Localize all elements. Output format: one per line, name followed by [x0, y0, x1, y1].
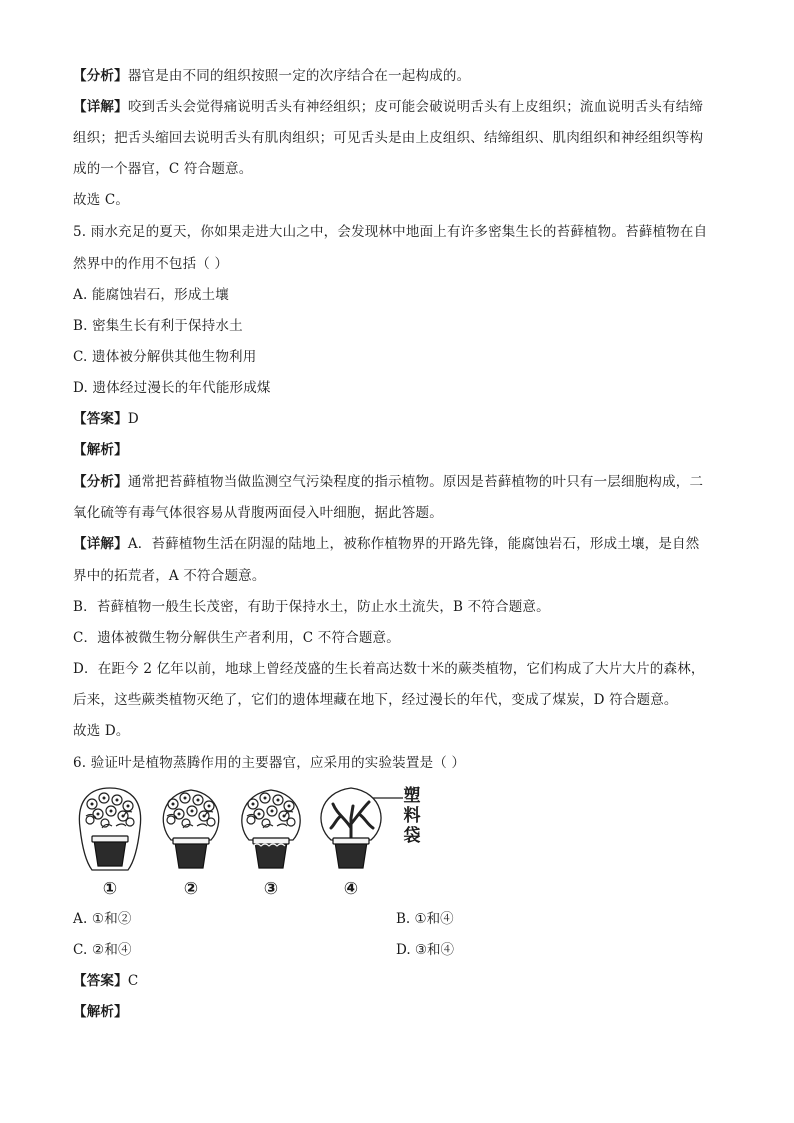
jiexi-tag: 【解析】	[73, 442, 128, 458]
jiexi-tag: 【解析】	[73, 1004, 128, 1020]
plastic-bag-label: 塑料袋	[403, 786, 421, 846]
analysis-tag: 【分析】	[73, 68, 128, 84]
q6-answer	[73, 971, 723, 991]
q4-choose: 故选 C。	[73, 192, 130, 208]
figure-label-4: ④	[343, 879, 359, 899]
figure-label-1: ①	[102, 879, 118, 899]
q6-stem: 6. 验证叶是植物蒸腾作用的主要器官，应采用的实验装置是（ ）	[73, 755, 466, 771]
q5-analysis-line-1	[73, 472, 723, 492]
figure-label-3: ③	[263, 879, 279, 899]
q4-analysis	[73, 66, 723, 86]
answer-tag: 【答案】	[73, 973, 128, 989]
answer-value: D	[127, 411, 139, 427]
q4-detail-line-3: 成的一个器官，C 符合题意。	[73, 161, 253, 177]
detail-text: 咬到舌头会觉得痛说明舌头有神经组织；皮可能会破说明舌头有上皮组织；流血说明舌头有结缔	[127, 99, 704, 115]
q5-option-b: B. 密集生长有利于保持水土	[73, 318, 243, 334]
figure-label-2: ②	[183, 879, 199, 899]
detail-tag: 【详解】	[73, 99, 128, 115]
q5-detail-c: C．遗体被微生物分解供生产者利用，C 不符合题意。	[73, 630, 400, 646]
analysis-text: 通常把苔藓植物当做监测空气污染程度的指示植物。原因是苔藓植物的叶只有一层细胞构成，二	[127, 474, 704, 490]
q5-stem-line-2: 然界中的作用不包括（ ）	[73, 256, 229, 272]
q5-option-c: C. 遗体被分解供其他生物利用	[73, 349, 257, 365]
analysis-tag: 【分析】	[73, 474, 128, 490]
q6-option-c: C. ②和④	[73, 942, 132, 958]
q5-detail-d-line-1: D．在距今 2 亿年以前，地球上曾经茂盛的生长着高达数十米的蕨类植物，它们构成了大片大片的森林，	[73, 661, 705, 677]
analysis-text: 器官是由不同的组织按照一定的次序结合在一起构成的。	[127, 68, 471, 84]
q6-option-d: D. ③和④	[396, 942, 455, 958]
q5-stem-line-1: 5. 雨水充足的夏天，你如果走进大山之中，会发现林中地面上有许多密集生长的苔藓植物。苔藓植物在自	[73, 224, 708, 240]
experiment-illustration	[73, 784, 433, 880]
answer-value: C	[127, 973, 139, 989]
q6-option-b: B. ①和④	[396, 911, 454, 927]
q5-jiexi	[73, 440, 723, 460]
experiment-figure	[73, 784, 433, 904]
q5-choose: 故选 D。	[73, 723, 130, 739]
q4-detail-line-2: 组织；把舌头缩回去说明舌头有肌肉组织；可见舌头是由上皮组织、结缔组织、肌肉组织和神经组织等构	[73, 130, 704, 146]
q5-detail-d-line-2: 后来，这些蕨类植物灭绝了，它们的遗体埋藏在地下，经过漫长的年代，变成了煤炭，D 符合题意。	[73, 692, 678, 708]
answer-tag: 【答案】	[73, 411, 128, 427]
q5-detail-a-line-1	[73, 534, 723, 554]
q5-detail-a-line-2: 界中的拓荒者，A 不符合题意。	[73, 568, 266, 584]
q4-detail-line-1	[73, 97, 723, 117]
q5-analysis-line-2: 氧化硫等有毒气体很容易从背腹两面侵入叶细胞，据此答题。	[73, 505, 443, 521]
q5-option-d: D. 遗体经过漫长的年代能形成煤	[73, 380, 271, 396]
q5-detail-b: B．苔藓植物一般生长茂密，有助于保持水土，防止水土流失，B 不符合题意。	[73, 599, 550, 615]
detail-text: A．苔藓植物生活在阴湿的陆地上，被称作植物界的开路先锋，能腐蚀岩石，形成土壤，是自然	[127, 536, 700, 552]
q5-answer	[73, 409, 723, 429]
detail-tag: 【详解】	[73, 536, 128, 552]
q6-option-a: A. ①和②	[73, 911, 132, 927]
q6-jiexi	[73, 1002, 723, 1022]
q5-option-a: A. 能腐蚀岩石，形成土壤	[73, 287, 229, 303]
